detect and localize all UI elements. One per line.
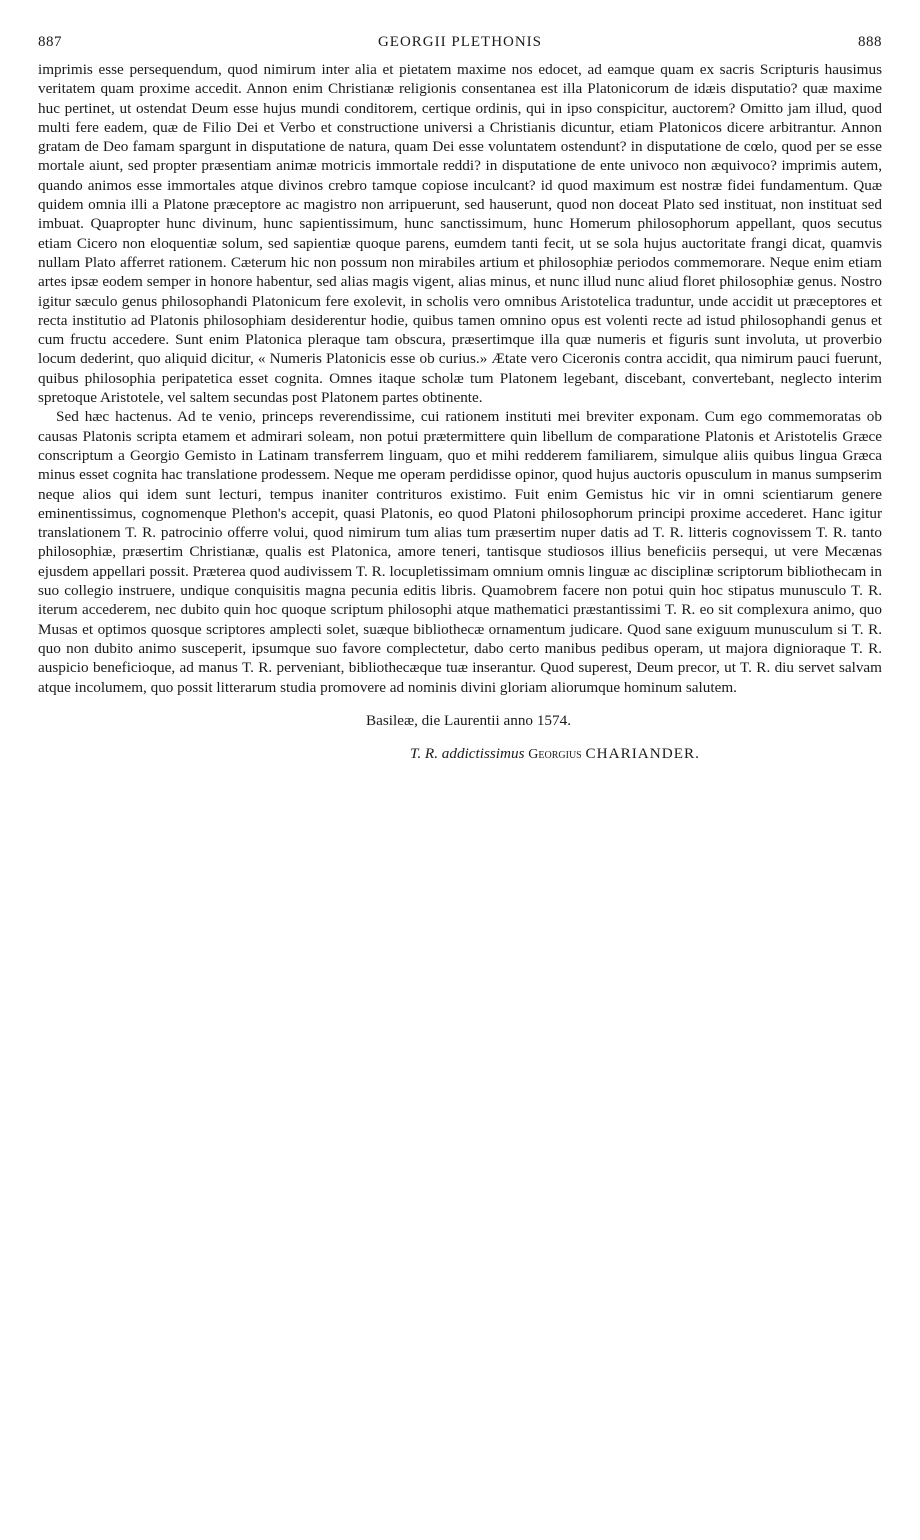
signatory-first-name: Georgius: [528, 746, 582, 762]
signatory-surname: CHARIANDER.: [585, 744, 700, 762]
running-header: [38, 34, 882, 60]
dedication-text: T. R. addictissimus: [410, 744, 525, 762]
place-date-line: Basileæ, die Laurentii anno 1574.: [366, 711, 571, 729]
page-number-right: 888: [858, 34, 882, 50]
paragraph-1: imprimis esse persequendum, quod nimirum inter alia et pietatem maxime nos edocet, ad eamque quam ex sacris Scripturis hausimus veritatem quam proxime accedit. Annon enim Christianæ religionis consentanea est illa Platonicorum de idæis disputatio? quæ maxime huc pertinet, ut ostendat Deum esse hujus mundi conditorem, certique ordinis, qui in ipso conspicitur, auctorem? Omitto jam illud, quod multi fere eadem, quæ de Filio Dei et Verbo et constructione universi a Christianis dicuntur, etiam Platonicos dicere arbitrantur. Annon gratam de Deo famam spargunt in disputatione de natura, quam Dei esse voluntatem ostendunt? in disputatione de cœlo, quod per se esse mortale aiunt, sed propter præsentiam animæ motricis immortale reddi? in disputatione de ente univoco non æquivoco? imprimis autem, quando animos esse immortales atque divinos crebro tamque copiose inculcant? id quod maximum est nostræ fidei fundamentum. Quæ quidem omnia illi a Platone præceptore ac magistro non arripuerunt, sed hauserunt, quod non doceat Plato sed instituat, non instituat sed imbuat. Quapropter hunc divinum, hunc sapientissimum, hunc sanctissimum, hunc Homerum philosophorum appellant, quos secutus etiam Cicero non eloquentiæ solum, sed sapientiæ quoque parens, eumdem tanti fecit, ut se sola hujus auctoritate frangi dicat, quamvis nullam Plato afferret rationem. Cæterum hic non possum non mirabiles artium et philosophiæ periodos commemorare. Neque enim etiam artes ipsæ eodem semper in honore habentur, sed alias magis vigent, alias minus, et nunc illud nunc aliud floret philosophiæ genus. Nostro igitur sæculo genus philosophandi Platonicum fere exolevit, in scholis vero omnibus Aristotelica traduntur, unde accidit ut præceptores et recta institutio ad Platonis philosophiam desiderentur hodie, quibus tamen omnino opus est volenti recte ad istud philosophandi genus et cum fructu accedere. Sunt enim Platonica pleraque tam obscura, præsertimque illa quæ numeris et figuris sunt involuta, ut proverbio locum dederint, quo aliquid dicitur, « Numeris Platonicis esse ob curius.» Ætate vero Ciceronis contra accidit, qua nimirum pauci fuerunt, quibus philosophia peripatetica esset cognita. Omnes itaque scholæ tum Platonem legebant, discebant, convertebant, neglecto interim spretoque Aristotele, vel saltem secundas post Platonem partes obtinente.: [38, 61, 882, 407]
closing-block: [38, 711, 882, 764]
paragraph-2: Sed hæc hactenus. Ad te venio, princeps reverendissime, cui rationem instituti mei breviter exponam. Cum ego commemoratas ob causas Platonis scripta etamem et admirari soleam, non potui prætermittere quin libellum de comparatione Platonis et Aristotelis Græce conscriptum a Georgio Gemisto in Latinam transferrem linguam, quo et mihi redderem familiarem, simulque aliis quibus lingua Græca minus esset cognita hac translatione prodessem. Neque me operam perdidisse opinor, quod hujus auctoris opusculum in manus sumpserim neque alios qui idem sunt lecturi, tempus inaniter contrituros existimo. Fuit enim Gemistus hic vir in omni scientiarum genere eminentissimus, cognomenque Plethon's accepit, quasi Platonis, eo quod Platoni philosophorum principi proxime accederet. Hanc igitur translationem T. R. patrocinio offerre volui, quod nimirum tum alias tum præsertim nuper datis ad T. R. litteris cognovissem T. R. tanto philosophiæ, præsertim Christianæ, qualis est Platonica, amore teneri, tantisque studiosos illius beneficiis persequi, ut vere Mecænas ejusdem appellari possit. Præterea quod audivissem T. R. locupletissimam omnium omnis linguæ ac disciplinæ scriptorum bibliothecam in suo collegio instruere, undique conquisitis magna pecunia editis libris. Quamobrem facere non potui quin hoc stipatus munusculo T. R. iterum accederem, nec dubito quin hoc quoque scriptum philosophi atque mathematici præstantissimi T. R. eo sit complexura animo, quo Musas et optimos quosque scriptores amplecti solet, suæque bibliothecæ ornamentum judicare. Quod sane exiguum munusculum si T. R. quo non dubito animo susceperit, ipsumque suo favore complectetur, dabo certo manibus pedibus operam, ut majora dignioraque T. R. auspicio beneficioque, ad manus T. R. perveniant, bibliothecæque tuæ inserantur. Quod superest, Deum precor, ut T. R. diu servet salvam atque incolumem, quo possit litterarum studia promovere ad nominis divini gloriam aliorumque hominum salutem.: [38, 408, 882, 696]
running-title: GEORGII PLETHONIS: [377, 34, 543, 50]
document-page: [38, 34, 882, 764]
body-text: [38, 60, 882, 697]
signature-line: [410, 744, 882, 764]
page-number-left: 887: [38, 34, 62, 50]
